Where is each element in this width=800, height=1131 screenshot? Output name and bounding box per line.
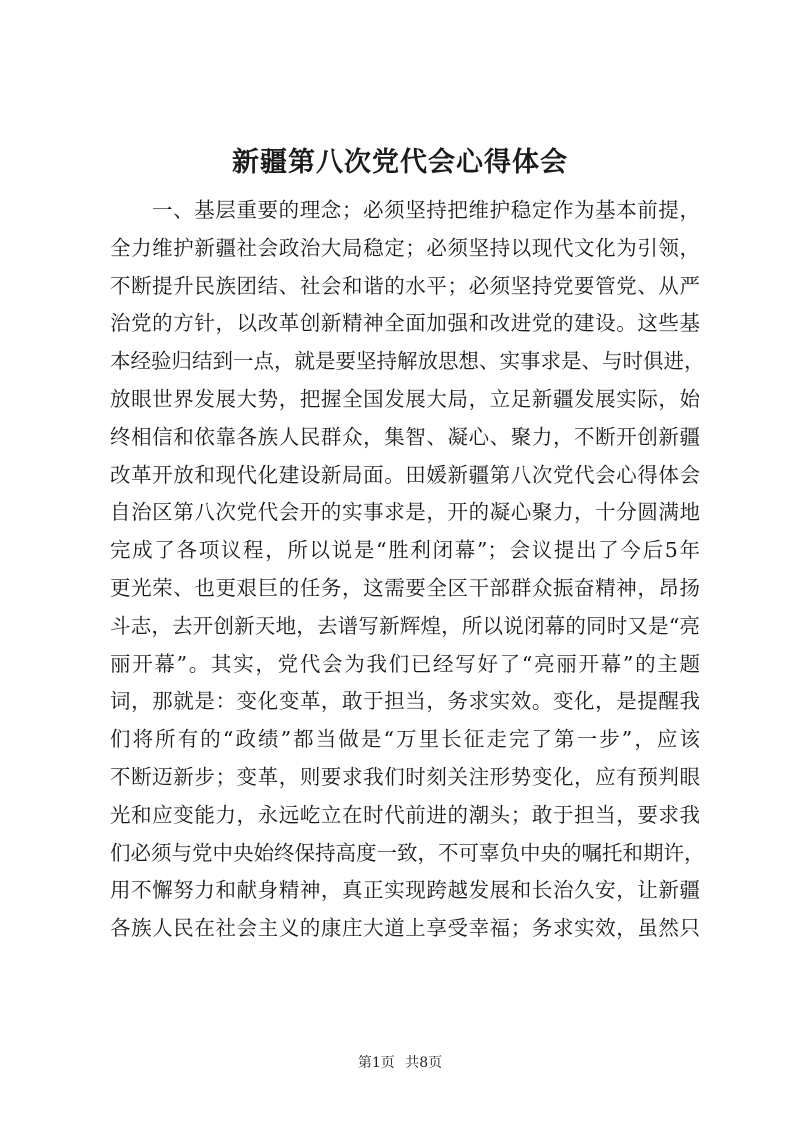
document-title: 新疆第八次党代会心得体会 xyxy=(232,147,568,178)
body-line: 各族人民在社会主义的康庄大道上享受幸福；务求实效，虽然只 xyxy=(110,916,700,941)
body-line: 词，那就是：变化变革，敢于担当，务求实效。变化，是提醒我 xyxy=(110,689,700,714)
body-line: 终相信和依靠各族人民群众，集智、凝心、聚力，不断开创新疆 xyxy=(110,424,700,449)
body-line: 完成了各项议程，所以说是“胜利闭幕”；会议提出了今后5年 xyxy=(110,538,700,563)
body-line: 更光荣、也更艰巨的任务，这需要全区干部群众振奋精神，昂扬 xyxy=(110,575,700,600)
body-line: 本经验归结到一点，就是要坚持解放思想、实事求是、与时俱进， xyxy=(110,349,705,374)
page-footer xyxy=(0,1052,800,1072)
body-line: 们必须与党中央始终保持高度一致，不可辜负中央的嘱托和期许， xyxy=(110,840,705,865)
body-line: 放眼世界发展大势，把握全国发展大局，立足新疆发展实际，始 xyxy=(110,386,700,411)
body-line: 改革开放和现代化建设新局面。田媛新疆第八次党代会心得体会 xyxy=(110,462,700,487)
page-number: 第1页 xyxy=(357,1055,395,1071)
body-line: 用不懈努力和献身精神，真正实现跨越发展和长治久安，让新疆 xyxy=(110,878,700,903)
body-line: 全力维护新疆社会政治大局稳定；必须坚持以现代文化为引领， xyxy=(110,235,700,260)
body-line: 治党的方针，以改革创新精神全面加强和改进党的建设。这些基 xyxy=(110,311,700,336)
body-line: 斗志，去开创新天地，去谱写新辉煌，所以说闭幕的同时又是“亮 xyxy=(110,613,700,638)
body-line: 光和应变能力，永远屹立在时代前进的潮头；敢于担当，要求我 xyxy=(110,802,700,827)
body-line: 丽开幕”。其实，党代会为我们已经写好了“亮丽开幕”的主题 xyxy=(110,651,700,676)
body-line: 们将所有的“政绩”都当做是“万里长征走完了第一步”，应该 xyxy=(110,727,700,752)
page-total: 共8页 xyxy=(405,1055,443,1071)
body-line: 一、基层重要的理念；必须坚持把维护稳定作为基本前提， xyxy=(152,198,700,222)
body-line: 不断提升民族团结、社会和谐的水平；必须坚持党要管党、从严 xyxy=(110,273,700,298)
body-line: 自治区第八次党代会开的实事求是，开的凝心聚力，十分圆满地 xyxy=(110,500,700,525)
document-body xyxy=(110,192,705,948)
body-line: 不断迈新步；变革，则要求我们时刻关注形势变化，应有预判眼 xyxy=(110,764,700,789)
